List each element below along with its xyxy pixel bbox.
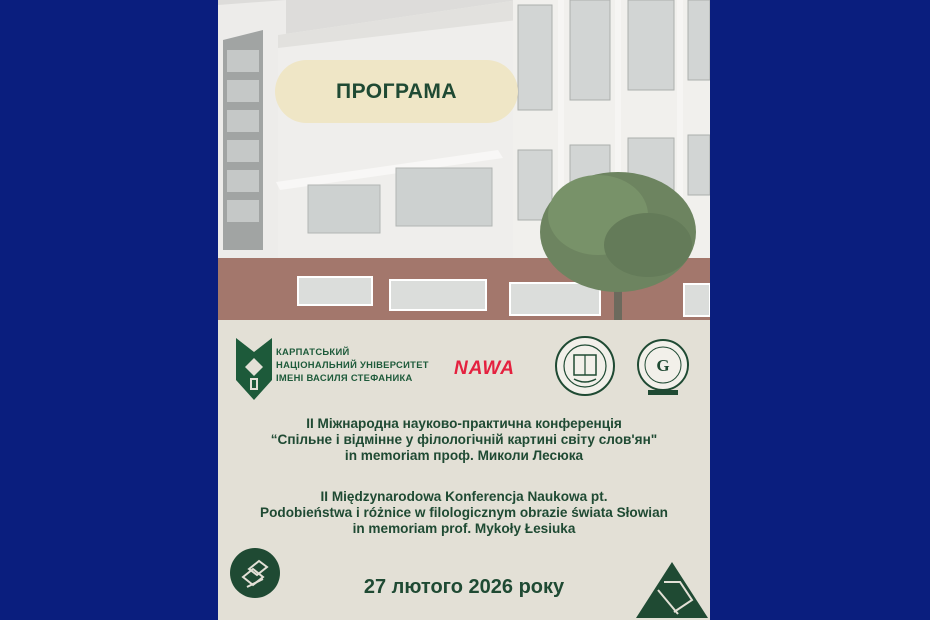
university-line-1: КАРПАТСЬКИЙ bbox=[276, 346, 350, 357]
faculty-seal-icon bbox=[554, 335, 616, 397]
corner-triangle-logo-icon bbox=[634, 560, 710, 620]
gs-seal-icon bbox=[636, 338, 690, 396]
ua-line-1: ІІ Міжнародна науково-практична конференція bbox=[306, 416, 622, 431]
conference-title-ukrainian bbox=[218, 416, 710, 464]
building-photo bbox=[218, 0, 710, 320]
pl-line-3: in memoriam prof. Mykoły Łesiuka bbox=[352, 521, 576, 536]
pl-line-1: II Międzynarodowa Konferencja Naukowa pt. bbox=[320, 489, 608, 504]
program-label: ПРОГРАМА bbox=[335, 79, 458, 103]
conference-date: 27 лютого 2026 року bbox=[363, 576, 565, 598]
ua-line-2: “Спільне і відмінне у філологічній картині світу слов'ян" bbox=[270, 432, 658, 447]
nawa-logo: NAWA bbox=[454, 358, 515, 379]
university-line-2: НАЦІОНАЛЬНИЙ УНІВЕРСИТЕТ bbox=[276, 359, 429, 370]
program-badge bbox=[275, 60, 518, 123]
ua-line-3: in memoriam проф. Миколи Лесюка bbox=[344, 448, 584, 463]
logos-row bbox=[218, 320, 710, 410]
university-emblem-icon bbox=[236, 338, 272, 400]
university-name bbox=[276, 345, 429, 384]
university-line-3: ІМЕНІ ВАСИЛЯ СТЕФАНИКА bbox=[276, 372, 413, 383]
conference-poster bbox=[218, 0, 710, 620]
pl-line-2: Podobieństwa i różnice w filologicznym obrazie świata Słowian bbox=[260, 505, 668, 520]
conference-title-polish bbox=[218, 489, 710, 537]
svg-text:G: G bbox=[656, 356, 670, 375]
